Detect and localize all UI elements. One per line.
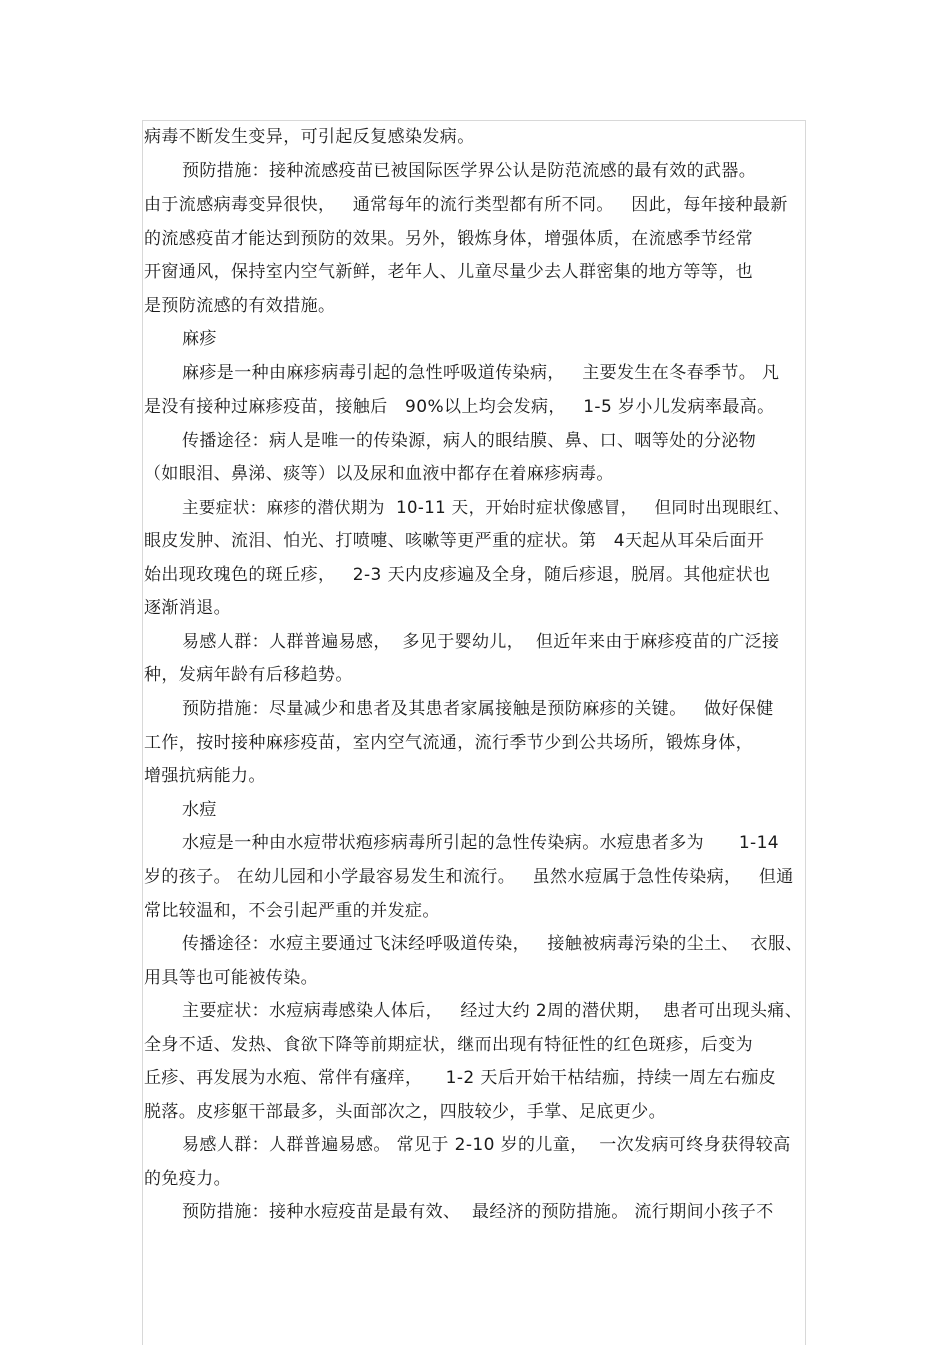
text-line: （如眼泪、鼻涕、痰等）以及尿和血液中都存在着麻疹病毒。 xyxy=(144,464,614,484)
text-line: 主要症状：麻疹的潜伏期为 10-11 天，开始时症状像感冒， 但同时出现眼红、 xyxy=(182,498,790,517)
text-line: 种，发病年龄有后移趋势。 xyxy=(144,665,353,685)
text-line: 是没有接种过麻疹疫苗，接触后 90%以上均会发病， 1-5 岁小儿发病率最高。 xyxy=(144,397,775,417)
text-line: 传播途径：水痘主要通过飞沫经呼吸道传染， 接触被病毒污染的尘土、 衣服、 xyxy=(182,934,803,954)
text-line: 脱落。皮疹躯干部最多，头面部次之，四肢较少，手掌、足底更少。 xyxy=(144,1102,666,1122)
text-line: 主要症状：水痘病毒感染人体后， 经过大约 2周的潜伏期， 患者可出现头痛、 xyxy=(182,1001,803,1021)
text-line: 丘疹、再发展为水疱、常伴有瘙痒， 1-2 天后开始干枯结痂，持续一周左右痂皮 xyxy=(144,1068,777,1088)
text-line: 是预防流感的有效措施。 xyxy=(144,296,336,316)
text-line: 用具等也可能被传染。 xyxy=(144,968,318,988)
text-line: 逐渐消退。 xyxy=(144,598,231,618)
text-line: 常比较温和，不会引起严重的并发症。 xyxy=(144,901,440,921)
text-line: 预防措施：接种流感疫苗已被国际医学界公认是防范流感的最有效的武器。 xyxy=(182,161,757,181)
text-line: 的流感疫苗才能达到预防的效果。另外，锻炼身体，增强体质，在流感季节经常 xyxy=(144,229,753,249)
text-line: 预防措施：尽量减少和患者及其患者家属接触是预防麻疹的关键。 做好保健 xyxy=(182,699,774,719)
text-line: 易感人群：人群普遍易感。 常见于 2-10 岁的儿童， 一次发病可终身获得较高 xyxy=(182,1135,791,1155)
text-line: 麻疹是一种由麻疹病毒引起的急性呼吸道传染病， 主要发生在冬春季节。 凡 xyxy=(182,363,780,383)
text-line: 传播途径：病人是唯一的传染源，病人的眼结膜、鼻、口、咽等处的分泌物 xyxy=(182,431,757,451)
text-line: 始出现玫瑰色的斑丘疹， 2-3 天内皮疹遍及全身，随后疹退，脱屑。其他症状也 xyxy=(144,565,771,585)
text-line: 由于流感病毒变异很快， 通常每年的流行类型都有所不同。 因此，每年接种最新 xyxy=(144,195,788,215)
text-line: 病毒不断发生变异，可引起反复感染发病。 xyxy=(144,127,475,147)
text-line: 预防措施：接种水痘疫苗是最有效、 最经济的预防措施。 流行期间小孩子不 xyxy=(182,1202,774,1222)
text-line: 眼皮发肿、流泪、怕光、打喷嚏、咳嗽等更严重的症状。第 4天起从耳朵后面开 xyxy=(144,531,765,551)
text-line: 岁的孩子。 在幼儿园和小学最容易发生和流行。 虽然水痘属于急性传染病， 但通 xyxy=(144,867,794,887)
section-heading: 水痘 xyxy=(182,800,217,820)
section-heading: 麻疹 xyxy=(182,329,217,349)
text-line: 易感人群：人群普遍易感， 多见于婴幼儿， 但近年来由于麻疹疫苗的广泛接 xyxy=(182,632,780,652)
text-line: 水痘是一种由水痘带状疱疹病毒所引起的急性传染病。水痘患者多为 1-14 xyxy=(182,833,780,853)
text-line: 增强抗病能力。 xyxy=(144,766,266,786)
text-line: 的免疫力。 xyxy=(144,1169,231,1189)
text-line: 工作，按时接种麻疹疫苗，室内空气流通，流行季节少到公共场所，锻炼身体， xyxy=(144,733,753,753)
text-line: 开窗通风，保持室内空气新鲜，老年人、儿童尽量少去人群密集的地方等等，也 xyxy=(144,262,753,282)
text-line: 全身不适、发热、食欲下降等前期症状，继而出现有特征性的红色斑疹，后变为 xyxy=(144,1035,753,1055)
